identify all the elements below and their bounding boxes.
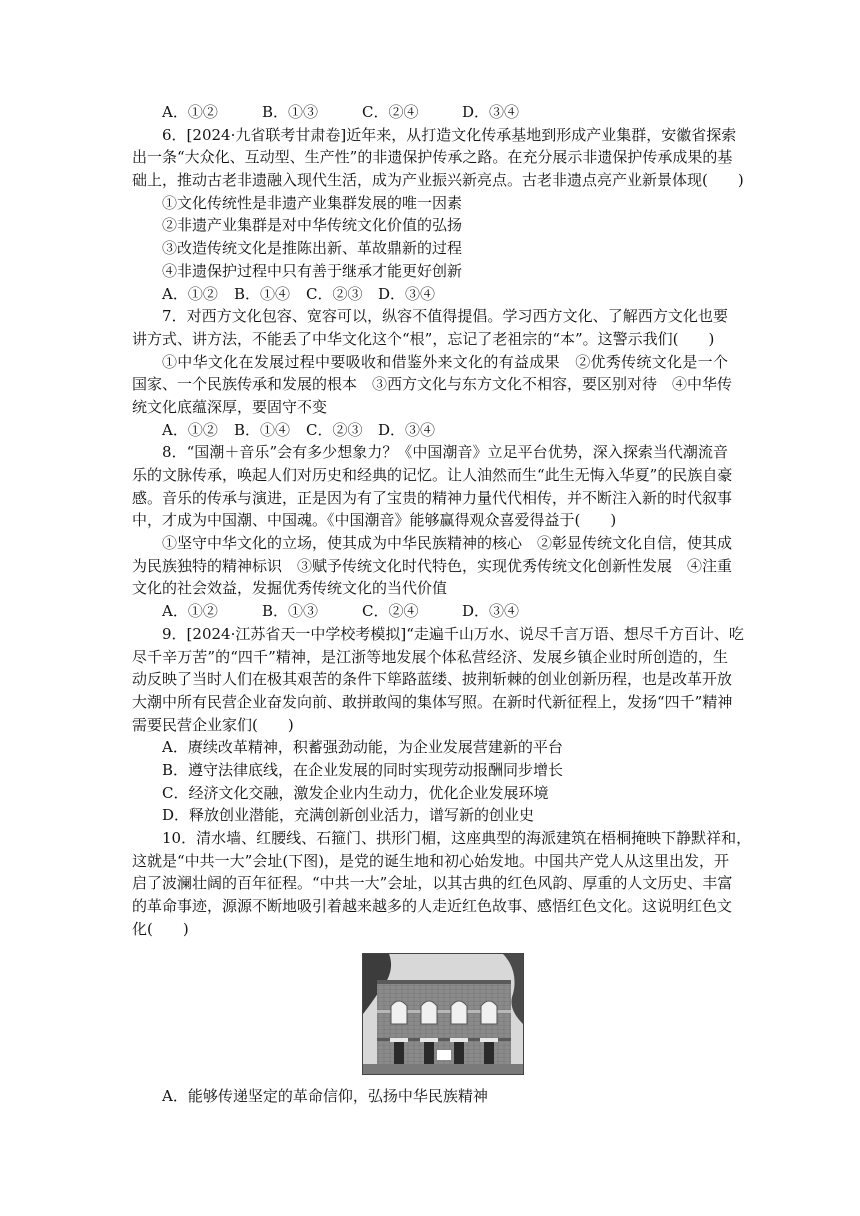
building-illustration [363,954,523,1074]
question-text-line: 的革命事迹，源源不断地吸引着越来越多的人走近红色故事、感悟红色文化。这说明红色文 [132,897,733,916]
option-a: A．能够传递坚定的革命信仰，弘扬中华民族精神 [162,1087,488,1106]
statement-item: 国家、一个民族传承和发展的根本 ③西方文化与东方文化不相容，要区别对待 ④中华传 [132,375,733,394]
option-a: A．①② [162,284,218,303]
statement-item: 文化的社会效益，发掘优秀传统文化的当代价值 [132,579,448,598]
question-text-line: 7．对西方文化包容、宽容可以，纵容不值得提倡。学习西方文化、了解西方文化也要 [162,307,728,326]
question-10 [132,827,752,1108]
option-b: B．①④ [234,284,291,303]
question-text-line: 这就是“中共一大”会址(下图)，是党的诞生地和初心始发地。中国共产党人从这里出发，开 [132,851,730,870]
exam-page [132,101,752,1108]
statement-item: ①坚守中华文化的立场，使其成为中华民族精神的核心 ②彰显传统文化自信，使其成 [162,534,733,553]
option-c: C．②④ [362,103,419,121]
question-text-line: 中，才成为中国潮、中国魂。《中国潮音》能够赢得观众喜爱得益于( ) [132,511,617,530]
question-text-line: 需要民营企业家们( ) [132,715,294,734]
option-d: D．释放创业潜能，充满创新创业活力，谱写新的创业史 [162,806,535,825]
option-d: D．③④ [378,284,436,303]
question-text-line: 6．[2024·九省联考甘肃卷]近年来，从打造文化传承基地到形成产业集群，安徽省探索 [162,125,737,144]
question-7 [132,305,733,441]
question-text-line: 10．清水墙、红腰线、石箍门、拱形门楣，这座典型的海派建筑在梧桐掩映下静默祥和， [162,829,752,847]
option-a: A．赓续改革精神，积蓄强劲动能，为企业发展营建新的平台 [162,738,563,757]
option-c: C．②③ [306,284,363,303]
q7-options [132,419,728,442]
question-text-line: 动反映了当时人们在极其艰苦的条件下筚路蓝缕、披荆斩棘的创业创新历程，也是改革开放 [132,670,733,689]
statement-item: ④非遗保护过程中只有善于继承才能更好创新 [162,261,463,280]
question-text-line: 9．[2024·江苏省天一中学校考模拟]“走遍千山万水、说尽千言万语、想尽千方百计、吃 [162,624,744,643]
option-c: C．经济文化交融，激发企业内生动力，优化企业发展环境 [162,783,549,802]
option-d: D．③④ [462,602,520,621]
question-text-line: 大潮中所有民营企业奋发向前、敢拼敢闯的集体写照。在新时代新征程上，发扬“四千”精神 [132,692,733,711]
question-text-line: 出一条“大众化、互动型、生产性”的非遗保护传承之路。在充分展示非遗保护传承成果的基 [132,148,733,167]
question-text-line: 感。音乐的传承与演进，正是因为有了宝贵的精神力量代代相传，并不断注入新的时代叙事 [132,488,733,507]
question-text-line: 乐的文脉传承，唤起人们对历史和经典的记忆。让人油然而生“此生无悔入华夏”的民族自豪 [132,466,733,484]
question-8 [132,441,733,623]
statement-item: 为民族独特的精神标识 ③赋予传统文化时代特色，实现优秀传统文化创新性发展 ④注重 [132,556,733,575]
option-b: B．①④ [234,420,291,439]
q6-options [132,283,728,306]
option-d: D．③④ [378,420,436,439]
option-b: B．遵守法律底线，在企业发展的同时实现劳动报酬同步增长 [162,760,564,779]
option-a: A．①② [162,103,218,121]
option-d: D．③④ [462,103,520,121]
option-c: C．②④ [362,602,419,621]
question-6 [132,124,744,306]
statement-item: ①文化传统性是非遗产业集群发展的唯一因素 [162,193,463,212]
option-b: B．①③ [262,602,319,621]
question-text-line: 化( ) [132,919,189,938]
statement-item: ①中华文化在发展过程中要吸收和借鉴外来文化的有益成果 ②优秀传统文化是一个 [162,352,728,371]
statement-item: ③改造传统文化是推陈出新、革故鼎新的过程 [162,239,463,258]
q5-options [132,101,728,124]
question-text-line: 尽千辛万苦”的“四千”精神，是江浙等地发展个体私营经济、发展乡镇企业时所创造的，生 [132,647,728,666]
question-text-line: 讲方式、讲方法，不能丢了中华文化这个“根”，忘记了老祖宗的“本”。这警示我们( ) [132,329,715,348]
question-text-line: 础上，推动古老非遗融入现代生活，成为产业振兴新亮点。古老非遗点亮产业新景体现( ) [132,171,744,190]
question-text-line: 启了波澜壮阔的百年征程。“中共一大”会址，以其古典的红色风韵、厚重的人文历史、丰富 [132,874,733,893]
question-text-line: 8．“国潮＋音乐”会有多少想象力？《中国潮音》立足平台优势，深入探索当代潮流音 [162,443,728,462]
q8-options [132,600,728,623]
option-b: B．①③ [262,103,319,121]
option-a: A．①② [162,420,218,439]
question-9 [132,623,744,827]
option-a: A．①② [162,602,218,621]
statement-item: ②非遗产业集群是对中华传统文化价值的弘扬 [162,216,463,235]
building-photo [362,953,524,1075]
statement-item: 统文化底蕴深厚，要固守不变 [132,397,328,416]
option-c: C．②③ [306,420,363,439]
